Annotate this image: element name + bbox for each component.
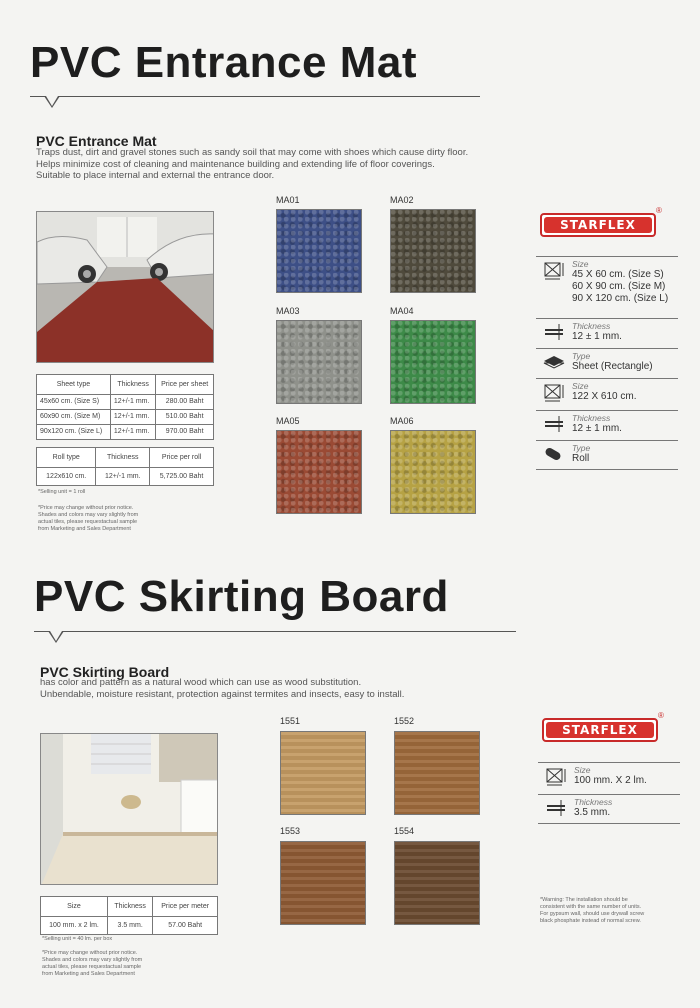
footnote-line: actual tiles, please requestactual sample: [38, 519, 138, 525]
table-row: [37, 425, 214, 440]
swatch-label: 1554: [394, 826, 415, 836]
spec-value: 122 X 610 cm.: [572, 391, 637, 402]
spec-value: 100 mm. X 2 lm.: [574, 775, 647, 786]
selling-unit-note: *Selling unit = 40 lm. per box: [42, 936, 113, 942]
spec-row: [536, 318, 678, 348]
sheet-type-icon: [536, 349, 572, 378]
table-cell: 90x120 cm. (Size L): [37, 425, 111, 440]
spec-label: Size: [572, 381, 589, 391]
starflex-logo: [540, 213, 656, 237]
spec-value: Roll: [572, 453, 590, 464]
logo-text: STARFLEX: [546, 722, 654, 738]
skirting-spec-panel: [538, 762, 680, 824]
column-header: Thickness: [110, 375, 155, 395]
footnote-line: *Price may change without prior notice.: [42, 950, 138, 956]
swatch-label: MA05: [276, 416, 300, 426]
column-header: Price per meter: [153, 897, 218, 917]
swatch-label: 1552: [394, 716, 415, 726]
swatch-label: 1553: [280, 826, 301, 836]
swatch-label: MA02: [390, 195, 414, 205]
column-header: Thickness: [96, 448, 150, 468]
table-cell: 45x60 cm. (Size S): [37, 395, 111, 410]
starflex-logo: [542, 718, 658, 742]
swatch-label: 1551: [280, 716, 301, 726]
swatch-ma04[interactable]: [390, 320, 476, 404]
skirting-heading: PVC Skirting Board: [34, 572, 449, 621]
swatch-label: MA06: [390, 416, 414, 426]
thickness-icon: [536, 319, 572, 348]
footnote-line: *Price may change without prior notice.: [38, 505, 134, 511]
spec-row: [536, 348, 678, 378]
footnote-line: Shades and colors may vary slightly from: [38, 512, 139, 518]
price-footnote: [42, 950, 192, 978]
table-cell: 122x610 cm.: [37, 468, 96, 486]
table-header-row: [37, 375, 214, 395]
table-cell: 12+/-1 mm.: [110, 410, 155, 425]
spec-row: [538, 794, 680, 824]
table-cell: 970.00 Baht: [156, 425, 214, 440]
spec-value: 3.5 mm.: [574, 807, 611, 818]
table-cell: 5,725.00 Baht: [150, 468, 214, 486]
entrance-description: [36, 147, 516, 182]
entrance-spec-panel: [536, 256, 678, 470]
desc-line: Traps dust, dirt and gravel stones such as sandy soil that may come with shoes which cause dirty floor.: [36, 147, 469, 158]
table-cell: 12+/-1 mm.: [110, 395, 155, 410]
table-cell: 12+/-1 mm.: [110, 425, 155, 440]
desc-line: Suitable to place internal and external the entrance door.: [36, 170, 275, 181]
swatch-label: MA04: [390, 306, 414, 316]
skirting-description: [40, 677, 520, 700]
warning-line: consistent with the same number of units.: [540, 904, 642, 910]
entrance-subtitle: PVC Entrance Mat: [36, 133, 157, 149]
desc-line: Helps minimize cost of cleaning and maintenance building and extending life of floor coverings.: [36, 158, 435, 170]
spec-row: [536, 440, 678, 470]
skirting-board-photo: [40, 733, 218, 885]
spec-row: [536, 256, 678, 318]
spec-value: 90 X 120 cm. (Size L): [572, 293, 669, 304]
spec-row: [538, 762, 680, 794]
table-header-row: [37, 448, 214, 468]
table-cell: 60x90 cm. (Size M): [37, 410, 111, 425]
spec-value: 45 X 60 cm. (Size S): [572, 269, 664, 280]
spec-value: 12 ± 1 mm.: [572, 423, 622, 434]
size-icon: [536, 257, 572, 318]
table-cell: 510.00 Baht: [156, 410, 214, 425]
table-cell: 3.5 mm.: [107, 917, 152, 935]
column-header: Roll type: [37, 448, 96, 468]
spec-label: Thickness: [572, 321, 611, 331]
table-row: [37, 468, 214, 486]
swatch-1554[interactable]: [394, 841, 480, 925]
spec-label: Type: [572, 443, 591, 453]
spec-value: 60 X 90 cm. (Size M): [572, 281, 666, 292]
swatch-ma03[interactable]: [276, 320, 362, 404]
column-header: Sheet type: [37, 375, 111, 395]
size-icon: [538, 763, 574, 794]
swatch-ma05[interactable]: [276, 430, 362, 514]
spec-value: Sheet (Rectangle): [572, 361, 653, 372]
skirting-subtitle: PVC Skirting Board: [40, 664, 170, 680]
table-row: [37, 410, 214, 425]
warning-line: For gypsum wall, should use drywall screw: [540, 911, 645, 917]
desc-line: Unbendable, moisture resistant, protection against termites and insects, easy to install.: [40, 688, 405, 700]
column-header: Price per sheet: [156, 375, 214, 395]
size-icon: [536, 379, 572, 410]
spec-label: Thickness: [574, 797, 613, 807]
spec-row: [536, 378, 678, 410]
spec-value: 12 ± 1 mm.: [572, 331, 622, 342]
spec-label: Type: [572, 351, 591, 361]
registered-mark: ®: [656, 206, 662, 215]
column-header: Thickness: [107, 897, 152, 917]
heading-divider: [34, 631, 516, 632]
entrance-heading: PVC Entrance Mat: [30, 38, 417, 87]
spec-label: Size: [574, 765, 591, 775]
footnote-line: from Marketing and Sales Department: [42, 971, 135, 977]
column-header: Size: [41, 897, 108, 917]
logo-text: STARFLEX: [544, 217, 652, 233]
thickness-icon: [536, 411, 572, 440]
registered-mark: ®: [658, 711, 664, 720]
skirting-price-table: [40, 896, 218, 935]
swatch-1551[interactable]: [280, 731, 366, 815]
footnote-line: from Marketing and Sales Department: [38, 526, 131, 532]
swatch-label: MA03: [276, 306, 300, 316]
warning-line: black phosphate instead of normal screw.: [540, 918, 641, 924]
column-header: Price per roll: [150, 448, 214, 468]
selling-unit-note: *Selling unit = 1 roll: [38, 489, 86, 495]
desc-line: has color and pattern as a natural wood which can use as wood substitution.: [40, 677, 362, 688]
swatch-ma01[interactable]: [276, 209, 362, 293]
warning-line: *Warning: The installation should be: [540, 897, 628, 903]
footnote-line: Shades and colors may vary slightly from: [42, 957, 143, 963]
entrance-mat-photo: [36, 211, 214, 363]
swatch-ma02[interactable]: [390, 209, 476, 293]
swatch-label: MA01: [276, 195, 300, 205]
spec-row: [536, 410, 678, 440]
sheet-price-table: [36, 374, 214, 440]
roll-type-icon: [536, 441, 572, 469]
swatch-ma06[interactable]: [390, 430, 476, 514]
footnote-line: actual tiles, please requestactual sample: [42, 964, 142, 970]
table-cell: 280.00 Baht: [156, 395, 214, 410]
price-footnote: [38, 505, 188, 533]
table-cell: 100 mm. x 2 lm.: [41, 917, 108, 935]
roll-price-table: [36, 447, 214, 486]
table-cell: 57.00 Baht: [153, 917, 218, 935]
table-cell: 12+/-1 mm.: [96, 468, 150, 486]
installation-warning: [540, 897, 680, 925]
swatch-1553[interactable]: [280, 841, 366, 925]
table-row: [41, 917, 218, 935]
thickness-icon: [538, 795, 574, 823]
spec-label: Thickness: [572, 413, 611, 423]
table-row: [37, 395, 214, 410]
heading-divider: [30, 96, 480, 97]
swatch-1552[interactable]: [394, 731, 480, 815]
table-header-row: [41, 897, 218, 917]
spec-label: Size: [572, 259, 589, 269]
